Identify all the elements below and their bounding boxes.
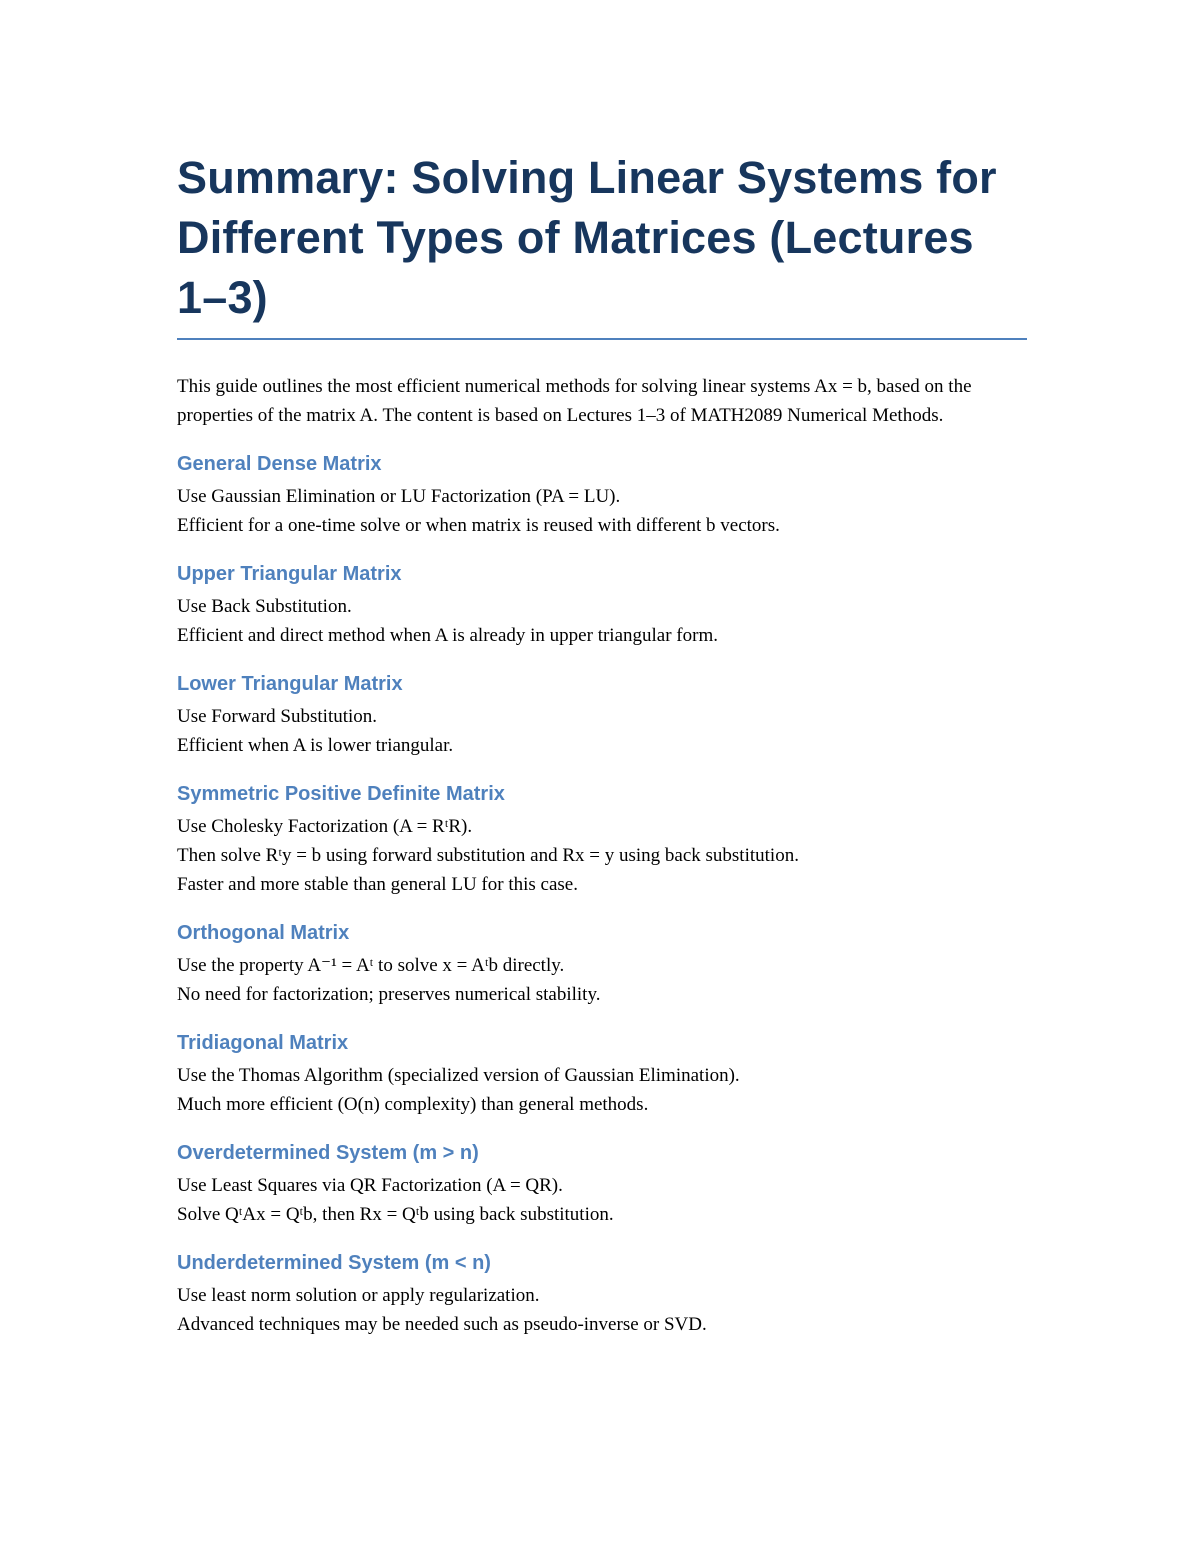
section-heading: Upper Triangular Matrix <box>177 563 402 585</box>
section-general-dense <box>177 450 1027 540</box>
section-heading: Orthogonal Matrix <box>177 922 350 944</box>
section-line: Use the Thomas Algorithm (specialized version of Gaussian Elimination). <box>177 1065 740 1086</box>
intro-paragraph: This guide outlines the most efficient numerical methods for solving linear systems Ax = b, based on the properties of the matrix A. The content is based on Lectures 1–3 of MATH2089 Numerical Methods. <box>177 376 972 426</box>
section-heading: Overdetermined System (m > n) <box>177 1142 479 1164</box>
section-line: Use Cholesky Factorization (A = RᵗR). <box>177 816 473 837</box>
section-heading: Tridiagonal Matrix <box>177 1032 349 1054</box>
section-heading: Lower Triangular Matrix <box>177 673 403 695</box>
section-line: No need for factorization; preserves numerical stability. <box>177 984 601 1005</box>
section-upper-triangular <box>177 560 1027 650</box>
section-heading: General Dense Matrix <box>177 453 382 475</box>
section-underdetermined <box>177 1249 1027 1339</box>
section-line: Use Forward Substitution. <box>177 706 378 727</box>
section-line: Faster and more stable than general LU for this case. <box>177 874 578 895</box>
section-orthogonal <box>177 919 1027 1009</box>
section-line: Use least norm solution or apply regularization. <box>177 1285 540 1306</box>
page-title: Summary: Solving Linear Systems for Different Types of Matrices (Lectures 1–3) <box>177 148 1027 340</box>
section-symmetric-positive-definite <box>177 780 1027 899</box>
section-line: Then solve Rᵗy = b using forward substitution and Rx = y using back substitution. <box>177 845 799 866</box>
section-line: Much more efficient (O(n) complexity) than general methods. <box>177 1094 649 1115</box>
section-tridiagonal <box>177 1029 1027 1119</box>
document-page <box>177 148 1027 1339</box>
section-line: Use Back Substitution. <box>177 596 352 617</box>
section-lower-triangular <box>177 670 1027 760</box>
section-overdetermined <box>177 1139 1027 1229</box>
section-heading: Underdetermined System (m < n) <box>177 1252 491 1274</box>
section-line: Efficient and direct method when A is already in upper triangular form. <box>177 625 718 646</box>
section-heading: Symmetric Positive Definite Matrix <box>177 783 505 805</box>
section-line: Use the property A⁻¹ = Aᵗ to solve x = Aᵗb directly. <box>177 955 565 976</box>
section-line: Solve QᵗAx = Qᵗb, then Rx = Qᵗb using back substitution. <box>177 1204 614 1225</box>
section-line: Efficient when A is lower triangular. <box>177 735 454 756</box>
section-line: Efficient for a one-time solve or when matrix is reused with different b vectors. <box>177 515 780 536</box>
section-line: Use Gaussian Elimination or LU Factorization (PA = LU). <box>177 486 621 507</box>
section-line: Use Least Squares via QR Factorization (A = QR). <box>177 1175 563 1196</box>
section-line: Advanced techniques may be needed such as pseudo-inverse or SVD. <box>177 1314 707 1335</box>
